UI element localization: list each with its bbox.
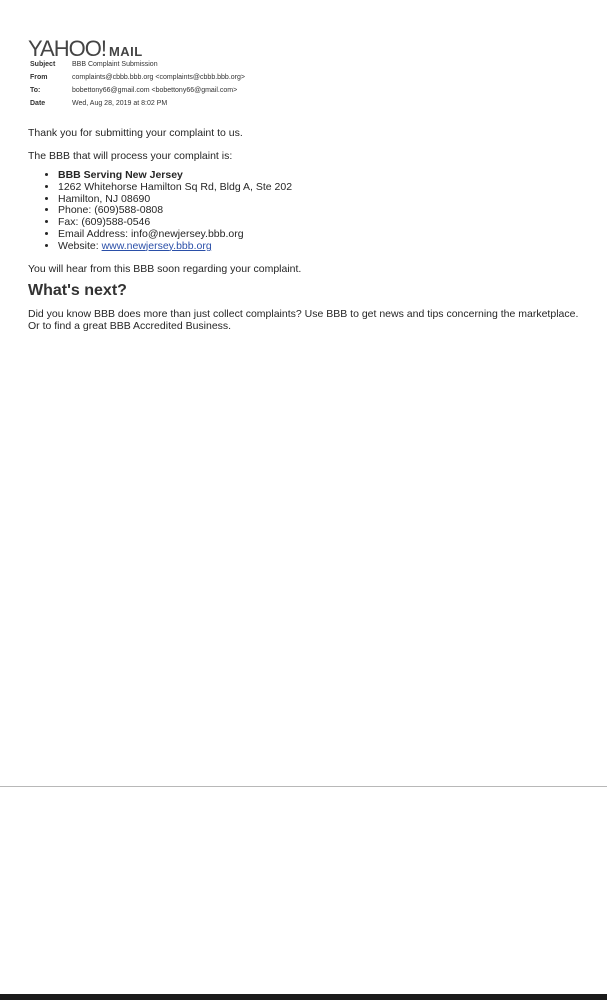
bbb-details-list bbox=[28, 170, 580, 253]
intro-text: The BBB that will process your complaint is: bbox=[28, 150, 233, 162]
bbb-address: • 1262 Whitehorse Hamilton Sq Rd, Bldg A, Ste 202 bbox=[58, 182, 580, 194]
date-value: Wed, Aug 28, 2019 at 8:02 PM bbox=[72, 100, 168, 107]
date-row bbox=[30, 100, 245, 113]
logo-brand: YAHOO! bbox=[28, 36, 106, 61]
bbb-website bbox=[58, 241, 580, 253]
website-label: Website: bbox=[58, 239, 102, 252]
bbb-city: • Hamilton, NJ 08690 bbox=[58, 194, 580, 206]
bbb-name: • BBB Serving New Jersey bbox=[58, 170, 580, 182]
page-divider bbox=[0, 786, 607, 787]
yahoo-mail-logo bbox=[28, 36, 143, 62]
from-row bbox=[30, 74, 245, 87]
date-label: Date bbox=[30, 100, 46, 107]
bbb-email: • Email Address: info@newjersey.bbb.org bbox=[58, 229, 580, 241]
subject-label: Subject bbox=[30, 61, 56, 68]
followup-text: You will hear from this BBB soon regarding your complaint. bbox=[28, 262, 302, 275]
thanks-text: Thank you for submitting your complaint to us. bbox=[28, 127, 243, 139]
email-header-table bbox=[30, 61, 245, 113]
to-row bbox=[30, 87, 245, 100]
to-label: To: bbox=[30, 87, 41, 94]
from-label: From bbox=[30, 74, 48, 81]
website-link[interactable]: www.newjersey.bbb.org bbox=[101, 239, 212, 252]
email-body bbox=[28, 127, 580, 333]
bbb-fax: • Fax: (609)588-0546 bbox=[58, 217, 580, 229]
closing-text: Did you know BBB does more than just collect complaints? Use BBB to get news and tips concerning the marketplace. Or to find a great BBB Accredited Business. bbox=[28, 307, 579, 333]
whats-next-heading: What's next? bbox=[28, 281, 127, 299]
logo-product: MAIL bbox=[108, 44, 143, 59]
to-value: bobettony66@gmail.com <bobettony66@gmail.com> bbox=[72, 87, 238, 94]
bbb-phone: • Phone: (609)588-0808 bbox=[58, 205, 580, 217]
from-value: complaints@cbbb.bbb.org <complaints@cbbb.bbb.org> bbox=[72, 74, 245, 81]
subject-value: BBB Complaint Submission bbox=[72, 61, 158, 68]
scan-bottom-edge bbox=[0, 994, 607, 1000]
subject-row bbox=[30, 61, 245, 74]
